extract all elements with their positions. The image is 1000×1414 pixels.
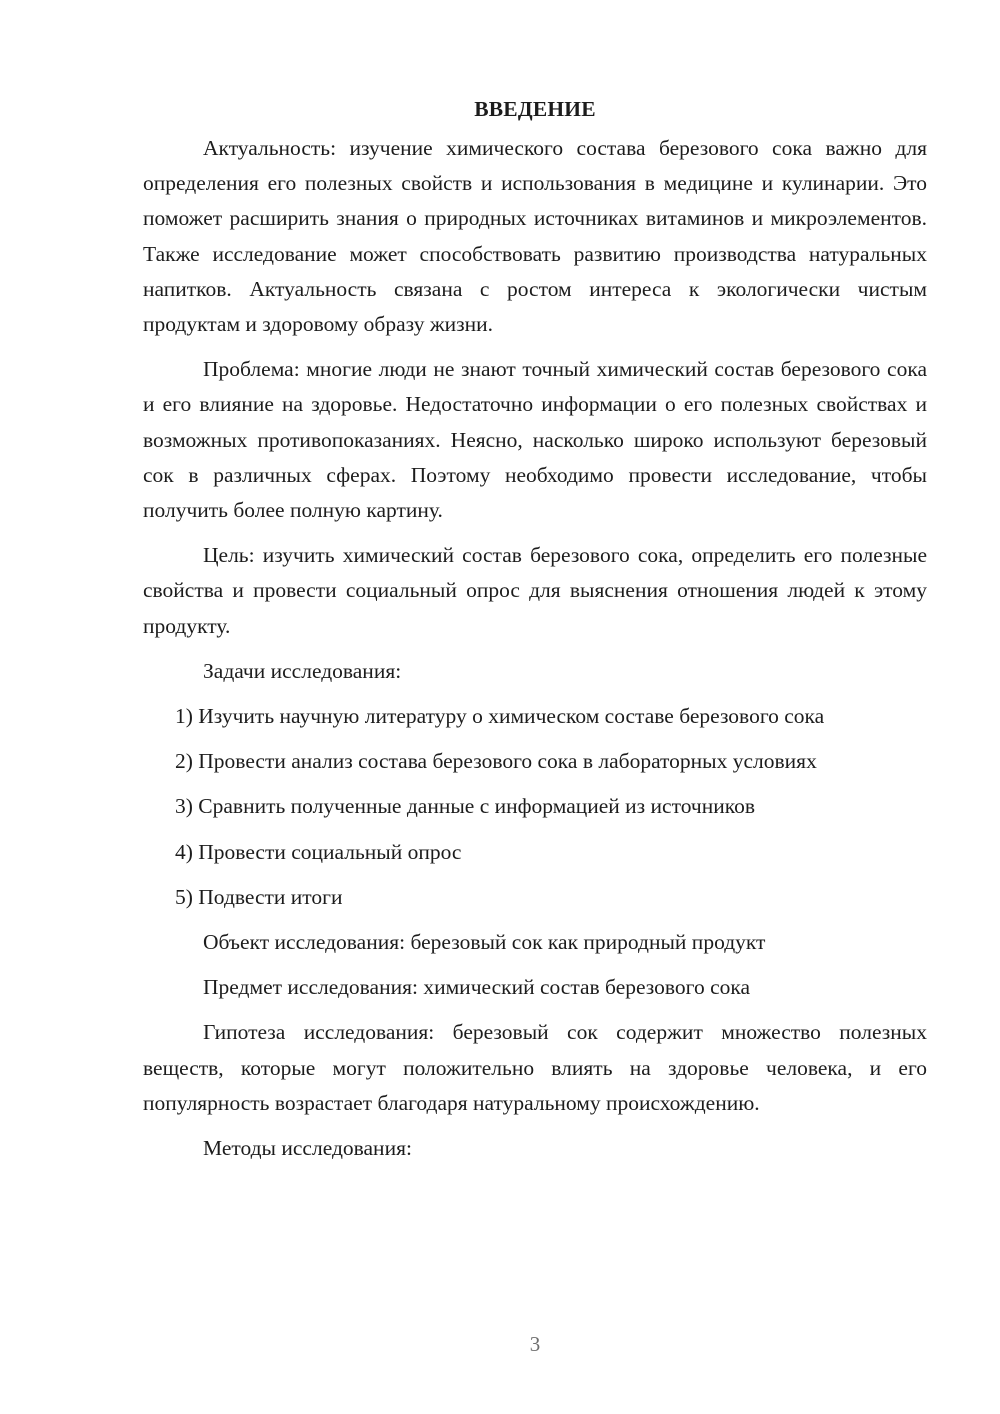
- tasks-title: Задачи исследования:: [203, 658, 402, 683]
- subject-paragraph: Предмет исследования: химический состав березового сока: [203, 975, 751, 1000]
- task-item: 1) Изучить научную литературу о химическом составе березового сока: [175, 704, 825, 729]
- document-page: [143, 92, 927, 1176]
- hypothesis-paragraph: Гипотеза исследования: березовый сок содержит множество полезных веществ, которые могут положительно влиять на здоровье человека, и его популярность возрастает благодаря натуральному происхождению.: [143, 1020, 927, 1115]
- object-paragraph: Объект исследования: березовый сок как природный продукт: [203, 930, 766, 955]
- relevance-paragraph: Актуальность: изучение химического состава березового сока важно для определения его полезных свойств и использования в медицине и кулинарии. Это поможет расширить знания о природных источниках витаминов и микроэлементов. Также исследование может способствовать развитию производства натуральных напитков. Актуальность связана с ростом интереса к экологически чистым продуктам и здоровому образу жизни.: [143, 136, 927, 337]
- problem-paragraph: Проблема: многие люди не знают точный химический состав березового сока и его влияние на здоровье. Недостаточно информации о его полезных свойствах и возможных противопоказаниях. Неясно, насколько широко используют березовый сок в различных сферах. Поэтому необходимо провести исследование, чтобы получить более полную картину.: [143, 357, 927, 523]
- section-heading: ВВЕДЕНИЕ: [474, 97, 596, 121]
- task-item: 5) Подвести итоги: [175, 884, 343, 909]
- methods-title: Методы исследования:: [203, 1136, 412, 1161]
- tasks-list: [143, 699, 927, 915]
- goal-paragraph: Цель: изучить химический состав березового сока, определить его полезные свойства и провести социальный опрос для выяснения отношения людей к этому продукту.: [143, 543, 927, 638]
- task-item: 4) Провести социальный опрос: [175, 839, 462, 864]
- task-item: 2) Провести анализ состава березового сока в лабораторных условиях: [175, 749, 817, 774]
- task-item: 3) Сравнить полученные данные с информацией из источников: [175, 794, 755, 819]
- page-number: 3: [529, 1332, 541, 1356]
